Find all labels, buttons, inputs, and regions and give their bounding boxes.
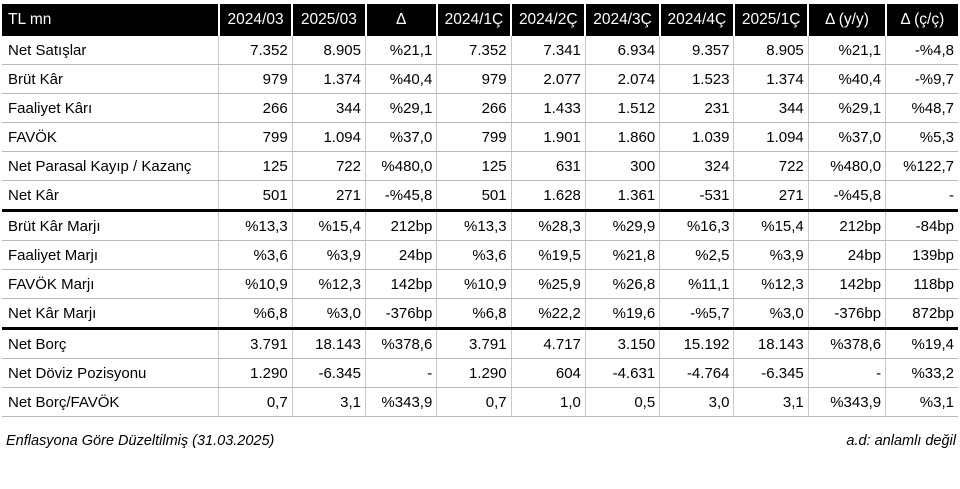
column-header: 2024/1Ç: [437, 4, 511, 36]
table-cell: %19,6: [585, 299, 659, 329]
table-cell: 271: [292, 181, 365, 211]
row-label: FAVÖK Marjı: [2, 270, 219, 299]
table-row: [2, 329, 958, 359]
table-cell: 24bp: [808, 241, 885, 270]
table-cell: %5,3: [886, 123, 958, 152]
table-row: [2, 211, 958, 241]
table-cell: 9.357: [660, 36, 734, 65]
table-cell: 1.901: [511, 123, 585, 152]
table-cell: %6,8: [219, 299, 292, 329]
column-header: 2024/2Ç: [511, 4, 585, 36]
table-cell: %16,3: [660, 211, 734, 241]
table-cell: -: [808, 359, 885, 388]
table-cell: 722: [734, 152, 808, 181]
table-cell: 1.512: [585, 94, 659, 123]
table-cell: -84bp: [886, 211, 958, 241]
row-label: Faaliyet Marjı: [2, 241, 219, 270]
table-cell: %378,6: [808, 329, 885, 359]
table-cell: 3.791: [219, 329, 292, 359]
table-cell: %3,6: [437, 241, 511, 270]
table-cell: 1.860: [585, 123, 659, 152]
table-cell: -4.631: [585, 359, 659, 388]
table-cell: 501: [219, 181, 292, 211]
table-cell: 324: [660, 152, 734, 181]
table-row: [2, 36, 958, 65]
table-cell: 125: [437, 152, 511, 181]
table-cell: %3,0: [292, 299, 365, 329]
table-cell: -%9,7: [886, 65, 958, 94]
table-cell: -6.345: [734, 359, 808, 388]
table-cell: %29,1: [808, 94, 885, 123]
table-cell: %29,9: [585, 211, 659, 241]
table-cell: 3,0: [660, 388, 734, 417]
table-cell: -: [366, 359, 437, 388]
table-cell: 604: [511, 359, 585, 388]
column-header: Δ (ç/ç): [886, 4, 958, 36]
table-cell: -6.345: [292, 359, 365, 388]
table-cell: 2.074: [585, 65, 659, 94]
table-cell: %21,8: [585, 241, 659, 270]
table-cell: 1.628: [511, 181, 585, 211]
column-header: 2025/03: [292, 4, 365, 36]
table-cell: 8.905: [734, 36, 808, 65]
table-cell: 1.523: [660, 65, 734, 94]
table-cell: -376bp: [808, 299, 885, 329]
row-label: Net Kâr: [2, 181, 219, 211]
table-cell: %480,0: [808, 152, 885, 181]
table-cell: 24bp: [366, 241, 437, 270]
table-cell: 799: [219, 123, 292, 152]
table-cell: %22,2: [511, 299, 585, 329]
table-cell: 501: [437, 181, 511, 211]
table-cell: %3,9: [292, 241, 365, 270]
table-cell: 722: [292, 152, 365, 181]
table-cell: 300: [585, 152, 659, 181]
column-header: Δ (y/y): [808, 4, 885, 36]
table-cell: %3,1: [886, 388, 958, 417]
table-cell: 979: [437, 65, 511, 94]
table-cell: %15,4: [292, 211, 365, 241]
table-row: [2, 241, 958, 270]
column-header: 2024/3Ç: [585, 4, 659, 36]
table-cell: %37,0: [366, 123, 437, 152]
table-cell: -%45,8: [366, 181, 437, 211]
table-cell: 1.361: [585, 181, 659, 211]
table-cell: %3,9: [734, 241, 808, 270]
table-header-row: [2, 4, 958, 36]
table-cell: -%5,7: [660, 299, 734, 329]
table-cell: %21,1: [808, 36, 885, 65]
table-cell: 8.905: [292, 36, 365, 65]
row-label: Brüt Kâr: [2, 65, 219, 94]
table-cell: -376bp: [366, 299, 437, 329]
table-cell: %3,6: [219, 241, 292, 270]
table-cell: 15.192: [660, 329, 734, 359]
table-cell: 0,5: [585, 388, 659, 417]
table-cell: %10,9: [219, 270, 292, 299]
table-cell: %19,5: [511, 241, 585, 270]
column-header: Δ: [366, 4, 437, 36]
table-cell: 118bp: [886, 270, 958, 299]
table-cell: %29,1: [366, 94, 437, 123]
table-cell: 266: [219, 94, 292, 123]
table-cell: -: [886, 181, 958, 211]
table-row: [2, 94, 958, 123]
table-cell: 1.433: [511, 94, 585, 123]
table-cell: %21,1: [366, 36, 437, 65]
table-row: [2, 65, 958, 94]
table-row: [2, 152, 958, 181]
row-label: Net Satışlar: [2, 36, 219, 65]
table-cell: %19,4: [886, 329, 958, 359]
table-cell: %12,3: [734, 270, 808, 299]
table-cell: 7.352: [437, 36, 511, 65]
table-row: [2, 270, 958, 299]
table-row: [2, 181, 958, 211]
table-cell: 3.150: [585, 329, 659, 359]
table-cell: -531: [660, 181, 734, 211]
table-cell: 979: [219, 65, 292, 94]
footnote-inflation-adjusted: Enflasyona Göre Düzeltilmiş (31.03.2025): [6, 433, 275, 449]
table-cell: %10,9: [437, 270, 511, 299]
table-row: [2, 123, 958, 152]
table-cell: %48,7: [886, 94, 958, 123]
table-cell: %480,0: [366, 152, 437, 181]
table-cell: 271: [734, 181, 808, 211]
table-cell: 1.039: [660, 123, 734, 152]
table-cell: %13,3: [437, 211, 511, 241]
column-header: 2024/03: [219, 4, 292, 36]
table-cell: %37,0: [808, 123, 885, 152]
table-cell: 3.791: [437, 329, 511, 359]
table-cell: 125: [219, 152, 292, 181]
table-cell: %11,1: [660, 270, 734, 299]
table-cell: 231: [660, 94, 734, 123]
table-cell: 142bp: [366, 270, 437, 299]
table-cell: 1.094: [734, 123, 808, 152]
table-cell: %40,4: [366, 65, 437, 94]
table-cell: 7.341: [511, 36, 585, 65]
table-cell: 872bp: [886, 299, 958, 329]
table-cell: 344: [734, 94, 808, 123]
table-cell: %378,6: [366, 329, 437, 359]
table-cell: 7.352: [219, 36, 292, 65]
table-cell: 266: [437, 94, 511, 123]
table-cell: %33,2: [886, 359, 958, 388]
table-cell: 1.290: [219, 359, 292, 388]
row-label: Faaliyet Kârı: [2, 94, 219, 123]
financial-summary-table: [2, 4, 958, 417]
row-label: Net Borç: [2, 329, 219, 359]
row-label: Net Kâr Marjı: [2, 299, 219, 329]
table-cell: %28,3: [511, 211, 585, 241]
table-cell: 0,7: [437, 388, 511, 417]
table-cell: %343,9: [366, 388, 437, 417]
table-cell: 142bp: [808, 270, 885, 299]
row-label: Net Parasal Kayıp / Kazanç: [2, 152, 219, 181]
table-cell: 4.717: [511, 329, 585, 359]
table-cell: %12,3: [292, 270, 365, 299]
column-header: 2024/4Ç: [660, 4, 734, 36]
table-cell: -4.764: [660, 359, 734, 388]
table-cell: %6,8: [437, 299, 511, 329]
footnote-na-legend: a.d: anlamlı değil: [846, 433, 956, 449]
table-cell: 344: [292, 94, 365, 123]
table-cell: 18.143: [734, 329, 808, 359]
table-cell: 0,7: [219, 388, 292, 417]
table-row: [2, 359, 958, 388]
table-cell: 631: [511, 152, 585, 181]
table-cell: %122,7: [886, 152, 958, 181]
table-cell: 1.290: [437, 359, 511, 388]
row-label: FAVÖK: [2, 123, 219, 152]
row-label: Net Döviz Pozisyonu: [2, 359, 219, 388]
table-cell: 3,1: [292, 388, 365, 417]
table-cell: 1.094: [292, 123, 365, 152]
header-label: TL mn: [2, 4, 219, 36]
row-label: Net Borç/FAVÖK: [2, 388, 219, 417]
table-cell: %343,9: [808, 388, 885, 417]
row-label: Brüt Kâr Marjı: [2, 211, 219, 241]
table-cell: 212bp: [366, 211, 437, 241]
table-row: [2, 299, 958, 329]
table-cell: 799: [437, 123, 511, 152]
table-cell: 1.374: [734, 65, 808, 94]
table-cell: %13,3: [219, 211, 292, 241]
column-header: 2025/1Ç: [734, 4, 808, 36]
table-row: [2, 388, 958, 417]
table-cell: 3,1: [734, 388, 808, 417]
table-cell: 1,0: [511, 388, 585, 417]
table-cell: 18.143: [292, 329, 365, 359]
table-cell: %25,9: [511, 270, 585, 299]
table-cell: 2.077: [511, 65, 585, 94]
table-cell: %3,0: [734, 299, 808, 329]
table-cell: %15,4: [734, 211, 808, 241]
table-cell: %2,5: [660, 241, 734, 270]
table-cell: 1.374: [292, 65, 365, 94]
table-cell: 212bp: [808, 211, 885, 241]
table-cell: %26,8: [585, 270, 659, 299]
table-cell: -%45,8: [808, 181, 885, 211]
table-cell: 139bp: [886, 241, 958, 270]
table-cell: -%4,8: [886, 36, 958, 65]
table-cell: 6.934: [585, 36, 659, 65]
table-cell: %40,4: [808, 65, 885, 94]
